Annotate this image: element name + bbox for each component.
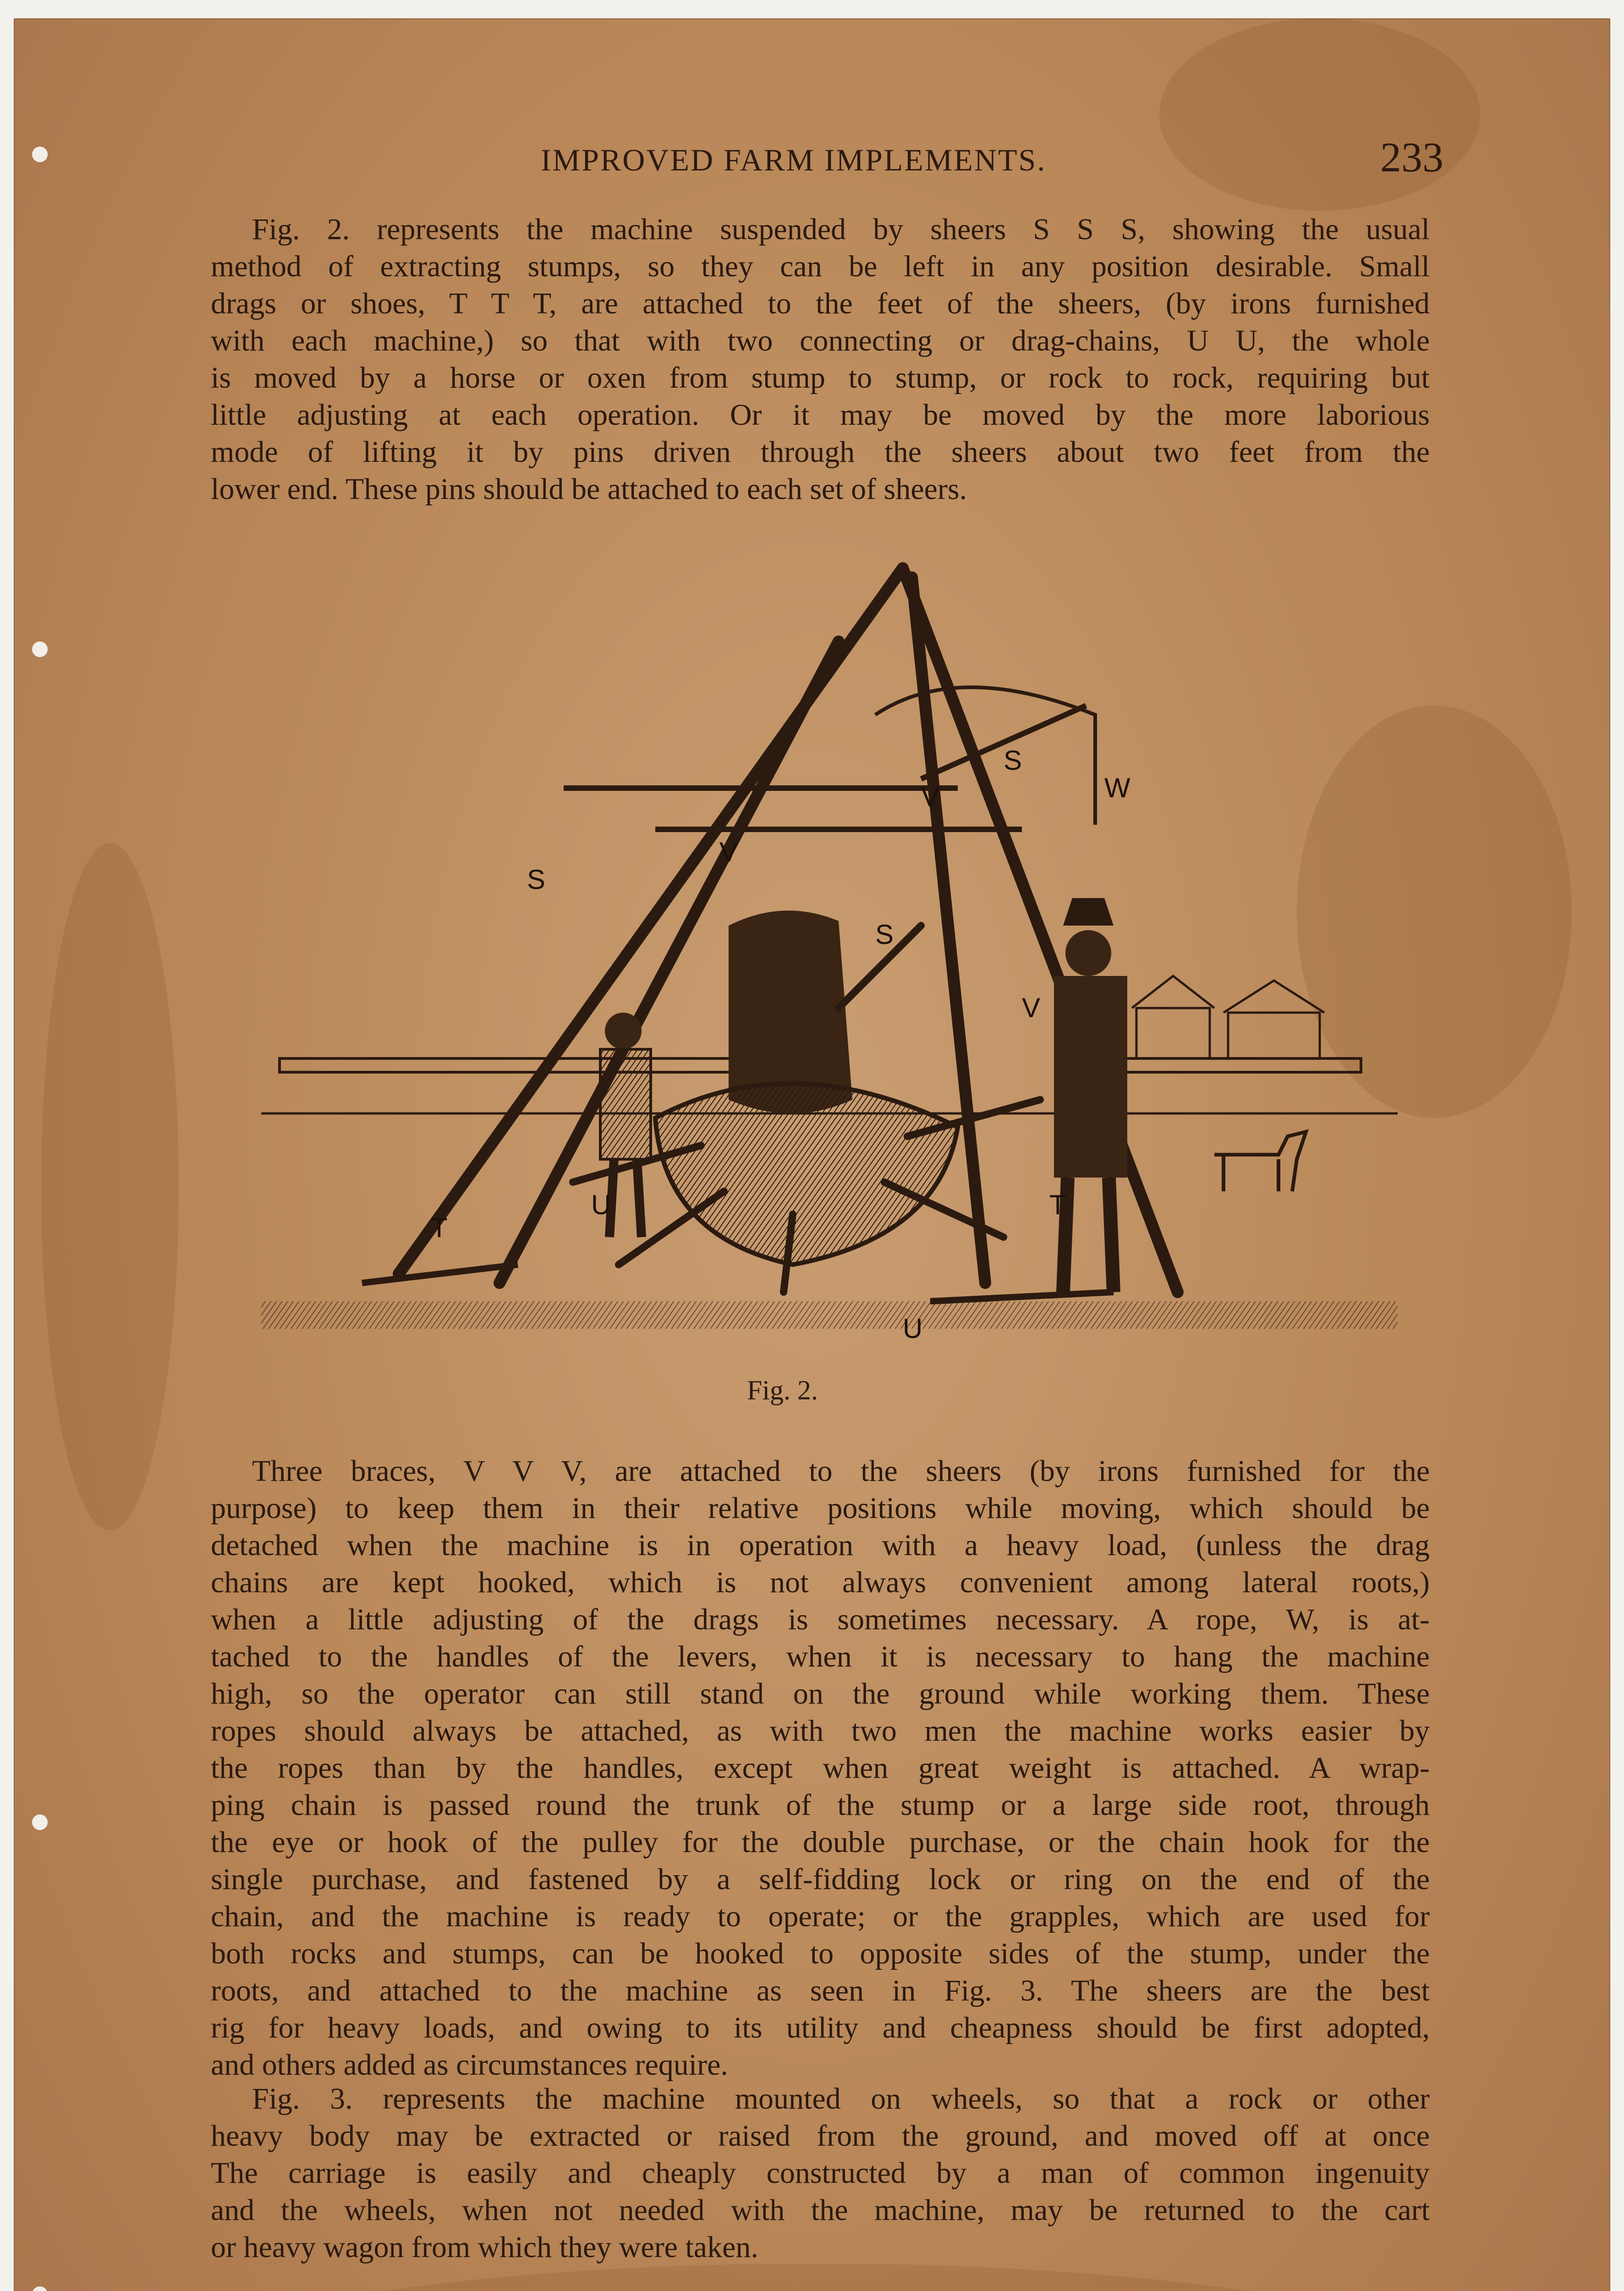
page-header — [541, 128, 1443, 197]
figure-label-v: V — [719, 837, 738, 867]
text-line: and the wheels, when not needed with the machine, may be returned to the cart — [211, 2193, 1430, 2227]
text-line: lower end. These pins should be attached to each set of sheers. — [211, 472, 967, 506]
figure-label-v: V — [1022, 992, 1041, 1023]
figure-label-t: T — [1049, 1189, 1066, 1220]
figure-label-u: U — [591, 1189, 611, 1220]
text-line: drags or shoes, T T T, are attached to the feet of the sheers, (by irons furnished — [211, 287, 1430, 320]
text-line: Three braces, V V V, are attached to the sheers (by irons furnished for the — [252, 1454, 1430, 1488]
text-line: chains are kept hooked, which is not always convenient among lateral roots,) — [211, 1566, 1430, 1599]
binding-hole — [32, 147, 48, 162]
text-line: ropes should always be attached, as with two men the machine works easier by — [211, 1714, 1430, 1748]
text-line: detached when the machine is in operation with a heavy load, (unless the drag — [211, 1529, 1430, 1562]
paragraph-fig3-description — [211, 2080, 1430, 2266]
text-line: the ropes than by the handles, except when great weight is attached. A wrap- — [211, 1751, 1430, 1785]
text-line: single purchase, and fastened by a self-fidding lock or ring on the end of the — [211, 1863, 1430, 1896]
text-line: Fig. 2. represents the machine suspended by sheers S S S, showing the usual — [252, 213, 1430, 246]
page-number: 233 — [1380, 134, 1443, 181]
text-line: rig for heavy loads, and owing to its utility and cheapness should be first adopted, — [211, 2011, 1430, 2044]
binding-hole — [32, 1814, 48, 1830]
text-line: method of extracting stumps, so they can be left in any position desirable. Small — [211, 250, 1430, 283]
text-line: Fig. 3. represents the machine mounted on wheels, so that a rock or other — [252, 2082, 1430, 2116]
drags — [362, 1265, 1114, 1301]
text-line: with each machine,) so that with two connecting or drag-chains, U U, the whole — [211, 324, 1430, 357]
horse — [1214, 1132, 1306, 1191]
binding-hole — [32, 2286, 48, 2291]
text-line: and others added as circumstances require. — [211, 2048, 728, 2082]
text-line: ping chain is passed round the trunk of the stump or a large side root, through — [211, 1788, 1430, 1822]
stump-puller-engraving — [243, 550, 1416, 1393]
age-stain — [41, 843, 179, 1530]
paragraph-braces — [211, 1452, 1430, 2083]
text-line: chain, and the machine is ready to operate; or the grapples, which are used for — [211, 1900, 1430, 1933]
text-line: both rocks and stumps, can be hooked to opposite sides of the stump, under the — [211, 1937, 1430, 1970]
figure-label-v: V — [921, 782, 940, 812]
man-right — [1054, 898, 1127, 1292]
figure-label-t: T — [431, 1212, 448, 1243]
barn — [1132, 976, 1324, 1058]
text-line: the eye or hook of the pulley for the double purchase, or the chain hook for the — [211, 1825, 1430, 1859]
text-line: or heavy wagon from which they were taken. — [211, 2231, 758, 2264]
figure-caption: Fig. 2. — [747, 1375, 818, 1405]
text-line: when a little adjusting of the drags is sometimes necessary. A rope, W, is at- — [211, 1603, 1430, 1636]
text-line: is moved by a horse or oxen from stump to stump, or rock to rock, requiring but — [211, 361, 1430, 395]
text-line: tached to the handles of the levers, when it is necessary to hang the machine — [211, 1640, 1430, 1673]
text-line: high, so the operator can still stand on the ground while working them. These — [211, 1677, 1430, 1710]
binding-hole — [32, 641, 48, 657]
figure-label-u: U — [903, 1313, 923, 1344]
figure-label-s: S — [527, 864, 546, 895]
rope-w — [875, 687, 1095, 825]
running-head: IMPROVED FARM IMPLEMENTS. — [541, 143, 1047, 177]
paragraph-fig2-description — [211, 211, 1430, 508]
age-stain — [151, 2264, 1480, 2291]
scanned-page — [14, 18, 1610, 2291]
text-line: The carriage is easily and cheaply constructed by a man of common ingenuity — [211, 2156, 1430, 2190]
figure-label-s: S — [875, 919, 894, 950]
figure-label-w: W — [1104, 773, 1130, 803]
figure-label-s: S — [1004, 745, 1022, 776]
text-line: little adjusting at each operation. Or it may be moved by the more laborious — [211, 398, 1430, 432]
text-line: heavy body may be extracted or raised from the ground, and moved off at once — [211, 2119, 1430, 2153]
text-line: roots, and attached to the machine as seen in Fig. 3. The sheers are the best — [211, 1974, 1430, 2007]
text-line: mode of lifting it by pins driven through the sheers about two feet from the — [211, 435, 1430, 469]
ground — [261, 1301, 1398, 1329]
text-line: purpose) to keep them in their relative positions while moving, which should be — [211, 1491, 1430, 1525]
